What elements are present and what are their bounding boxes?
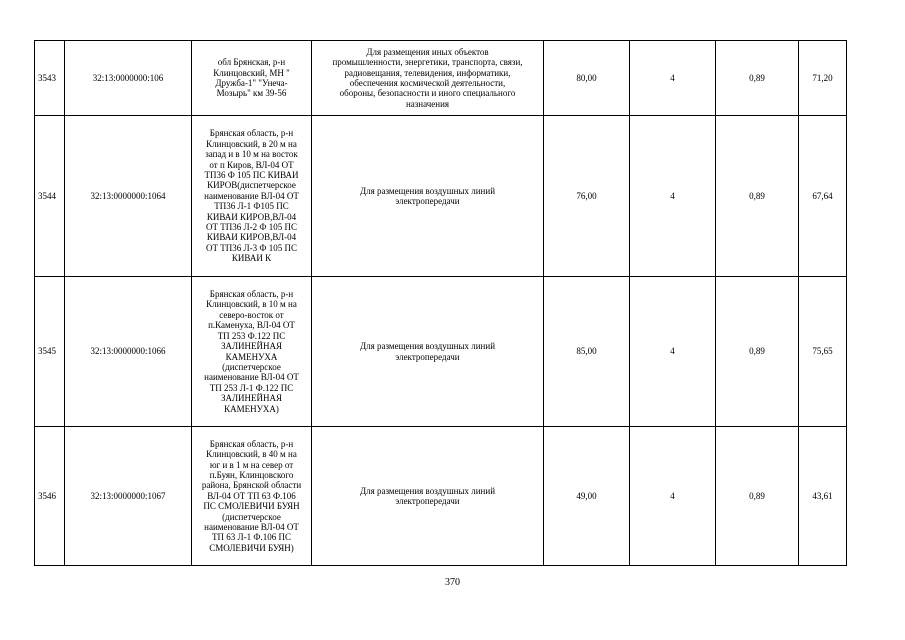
plot-purpose: Для размещения иных объектов промышленности, энергетики, транспорта, связи, радиовещания, телевидения, информатики, обеспечения космической деятельности, обороны, безопасности и иного специального назначения xyxy=(312,41,544,116)
plot-area: 49,00 xyxy=(544,427,630,566)
plot-purpose: Для размещения воздушных линий электропередачи xyxy=(312,427,544,566)
plot-area: 80,00 xyxy=(544,41,630,116)
cadastral-number: 32:13:0000000:1064 xyxy=(65,116,192,277)
table-row xyxy=(35,277,847,427)
value-col5: 4 xyxy=(630,277,716,427)
row-number: 3544 xyxy=(35,116,65,277)
value-col5: 4 xyxy=(630,427,716,566)
plot-purpose: Для размещения воздушных линий электропередачи xyxy=(312,116,544,277)
value-col7: 67,64 xyxy=(799,116,847,277)
row-number: 3546 xyxy=(35,427,65,566)
value-col5: 4 xyxy=(630,41,716,116)
value-col7: 43,61 xyxy=(799,427,847,566)
page-number: 370 xyxy=(445,577,460,588)
plot-address: обл Брянская, р-н Клинцовский, МН " Дружба-1" "Унеча- Мозырь" км 39-56 xyxy=(192,41,312,116)
cadastral-number: 32:13:0000000:1067 xyxy=(65,427,192,566)
plot-address: Брянская область, р-н Клинцовский, в 10 м на северо-восток от п.Каменуха, ВЛ-04 ОТ ТП 253 Ф.122 ПС ЗАЛИНЕЙНАЯ КАМЕНУХА (диспетчерское наименование ВЛ-04 ОТ ТП 253 Л-1 Ф.122 ПС ЗАЛИНЕЙНАЯ КАМЕНУХА) xyxy=(192,277,312,427)
row-number: 3545 xyxy=(35,277,65,427)
row-number: 3543 xyxy=(35,41,65,116)
cadastral-number: 32:13:0000000:106 xyxy=(65,41,192,116)
value-col6: 0,89 xyxy=(716,277,799,427)
land-plots-table xyxy=(34,40,847,566)
cadastral-number: 32:13:0000000:1066 xyxy=(65,277,192,427)
value-col6: 0,89 xyxy=(716,427,799,566)
plot-area: 76,00 xyxy=(544,116,630,277)
value-col7: 75,65 xyxy=(799,277,847,427)
plot-address: Брянская область, р-н Клинцовский, в 20 м на запад и в 10 м на восток от п Киров, ВЛ-04 ОТ ТП36 Ф 105 ПС КИВАИ КИРОВ(диспетчерское наименование ВЛ-04 ОТ ТП36 Л-1 Ф105 ПС КИВАИ КИРОВ,ВЛ-04 ОТ ТП36 Л-2 Ф 105 ПС КИВАИ КИРОВ,ВЛ-04 ОТ ТП36 Л-3 Ф 105 ПС КИВАИ К xyxy=(192,116,312,277)
table-row xyxy=(35,427,847,566)
plot-address: Брянская область, р-н Клинцовский, в 40 м на юг и в 1 м на север от п.Буян, Клинцовского района, Брянской области ВЛ-04 ОТ ТП 63 Ф.106 ПС СМОЛЕВИЧИ БУЯН (диспетчерское наименование ВЛ-04 ОТ ТП 63 Л-1 Ф.106 ПС СМОЛЕВИЧИ БУЯН) xyxy=(192,427,312,566)
value-col5: 4 xyxy=(630,116,716,277)
plot-area: 85,00 xyxy=(544,277,630,427)
table-row xyxy=(35,116,847,277)
value-col6: 0,89 xyxy=(716,41,799,116)
plot-purpose: Для размещения воздушных линий электропередачи xyxy=(312,277,544,427)
table-row xyxy=(35,41,847,116)
value-col7: 71,20 xyxy=(799,41,847,116)
value-col6: 0,89 xyxy=(716,116,799,277)
